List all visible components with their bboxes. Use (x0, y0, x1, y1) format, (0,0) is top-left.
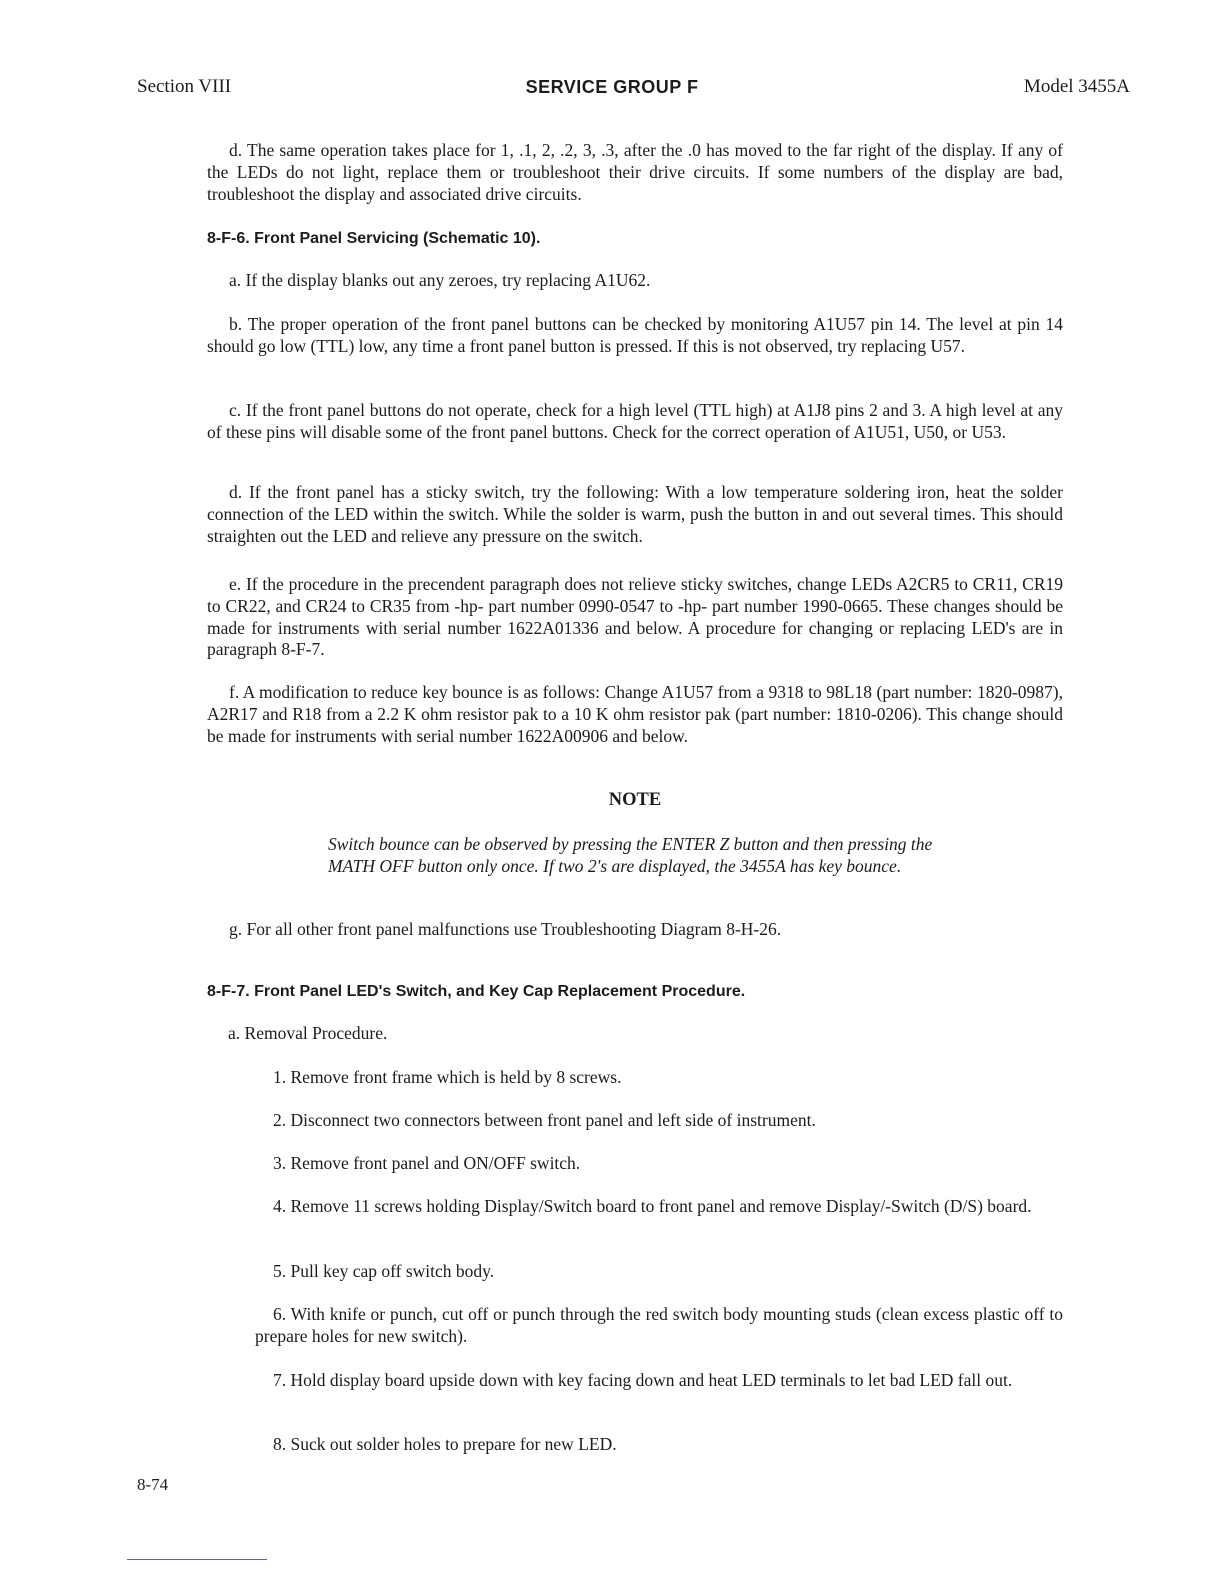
step-3: 3. Remove front panel and ON/OFF switch. (273, 1153, 581, 1173)
note-text: Switch bounce can be observed by pressing the ENTER Z button and then pressing the MATH OFF button only once. If two 2's are displayed, the 3455A has key bounce. (328, 834, 933, 876)
model-label: Model 3455A (1023, 76, 1130, 97)
heading-8-f-7: 8-F-7. Front Panel LED's Switch, and Key Cap Replacement Procedure. (207, 983, 746, 1000)
paragraph-e: e. If the procedure in the precendent paragraph does not relieve sticky switches, change LEDs A2CR5 to CR11, CR19 to CR22, and CR24 to CR35 from -hp- part number 0990-0547 to -hp- part number 1990-0665. These changes should be made for instruments with serial number 1622A01336 and below. A procedure for changing or replacing LED's are in paragraph 8-F-7. (207, 574, 1063, 660)
heading-8-f-6: 8-F-6. Front Panel Servicing (Schematic 10). (207, 230, 541, 247)
note-title: NOTE (608, 790, 662, 810)
page-number: 8-74 (137, 1475, 169, 1494)
paragraph-d-intro: d. The same operation takes place for 1, .1, 2, .2, 3, .3, after the .0 has moved to the far right of the display. If any of the LEDs do not light, replace them or troubleshoot their drive circuits. If some numbers of the display are bad, troubleshoot the display and associated drive circuits. (207, 140, 1063, 204)
step-5: 5. Pull key cap off switch body. (273, 1261, 495, 1281)
paragraph-c: c. If the front panel buttons do not operate, check for a high level (TTL high) at A1J8 pins 2 and 3. A high level at any of these pins will disable some of the front panel buttons. Check for the correct operation of A1U51, U50, or U53. (207, 400, 1063, 442)
removal-procedure-label: a. Removal Procedure. (228, 1023, 388, 1043)
paragraph-a: a. If the display blanks out any zeroes, try replacing A1U62. (229, 270, 651, 290)
step-1: 1. Remove front frame which is held by 8 screws. (273, 1067, 622, 1087)
service-group-title: SERVICE GROUP F (525, 77, 699, 97)
footnote-rule (127, 1559, 267, 1560)
paragraph-f: f. A modification to reduce key bounce is as follows: Change A1U57 from a 9318 to 98L18 (part number: 1820-0987), A2R17 and R18 from a 2.2 K ohm resistor pak to a 10 K ohm resistor pak (part number: 1810-0206). This change should be made for instruments with serial number 1622A00906 and below. (207, 682, 1063, 746)
step-4: 4. Remove 11 screws holding Display/Switch board to front panel and remove Display/-Switch (D/S) board. (273, 1196, 1032, 1216)
section-label: Section VIII (137, 76, 232, 97)
paragraph-d: d. If the front panel has a sticky switch, try the following: With a low temperature soldering iron, heat the solder connection of the LED within the switch. While the solder is warm, push the button in and out several times. This should straighten out the LED and relieve any pressure on the switch. (207, 482, 1063, 546)
step-6: 6. With knife or punch, cut off or punch through the red switch body mounting studs (clean excess plastic off to prepare holes for new switch). (255, 1304, 1063, 1346)
step-2: 2. Disconnect two connectors between front panel and left side of instrument. (273, 1110, 816, 1130)
paragraph-b: b. The proper operation of the front panel buttons can be checked by monitoring A1U57 pin 14. The level at pin 14 should go low (TTL) low, any time a front panel button is pressed. If this is not observed, try replacing U57. (207, 314, 1063, 356)
step-8: 8. Suck out solder holes to prepare for new LED. (273, 1434, 617, 1454)
step-7: 7. Hold display board upside down with key facing down and heat LED terminals to let bad LED fall out. (273, 1370, 1013, 1390)
paragraph-g: g. For all other front panel malfunctions use Troubleshooting Diagram 8-H-26. (229, 919, 782, 939)
